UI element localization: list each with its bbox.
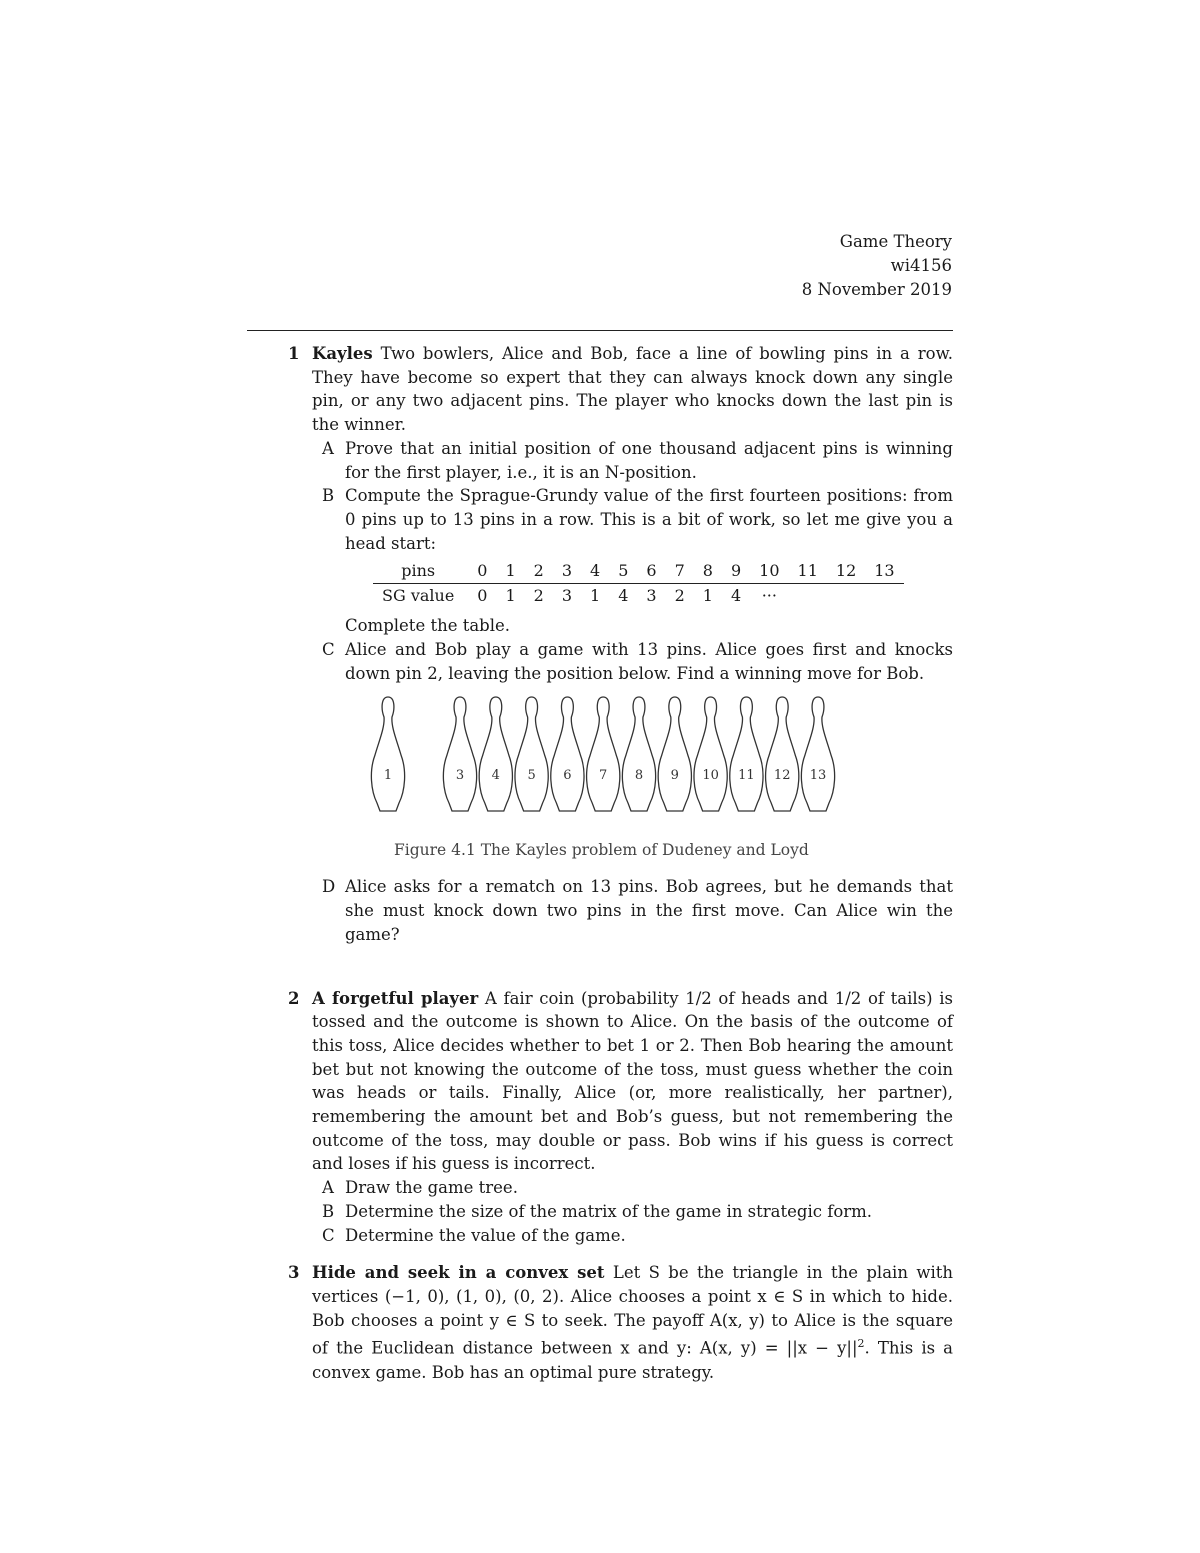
superscript: 2 <box>857 1337 865 1351</box>
sg-cell: 2 <box>533 586 544 606</box>
bowling-pin <box>479 697 512 811</box>
pins-cell: 9 <box>722 559 750 584</box>
sg-table <box>373 559 904 608</box>
sg-cell: 2 <box>674 586 685 606</box>
pin-number: 9 <box>670 768 679 784</box>
part-text: Alice asks for a rematch on 13 pins. Bob agrees, but he demands that she must knock down two pins in the first move. Can Alice win the game? <box>345 877 953 944</box>
pins-cell: 7 <box>666 559 694 584</box>
part-label: A <box>322 1178 334 1198</box>
bowling-pin <box>766 697 799 811</box>
part-label: A <box>322 438 334 458</box>
problem-number: 3 <box>288 1263 300 1283</box>
pins-cell: 3 <box>553 559 581 584</box>
kayles-figure <box>312 693 953 875</box>
bowling-pin <box>658 697 691 811</box>
sg-cell: 0 <box>477 586 488 606</box>
part-text: Compute the Sprague-Grundy value of the first fourteen positions: from 0 pins up to 13 pins in a row. This is a bit of work, so let me give you a head start: <box>345 486 953 553</box>
pin-number: 6 <box>563 768 572 784</box>
bowling-pin <box>587 697 620 811</box>
problem-title: Kayles <box>312 344 373 363</box>
bowling-pin <box>371 697 404 811</box>
course-name: Game Theory <box>839 232 952 251</box>
part-text: Alice and Bob play a game with 13 pins. Alice goes first and knocks down pin 2, leaving the position below. Find a winning move for Bob. <box>345 640 953 683</box>
sg-cell <box>827 584 865 609</box>
part-b <box>312 1200 953 1224</box>
bowling-pin <box>622 697 655 811</box>
pin-number: 11 <box>738 768 755 784</box>
part-d <box>312 875 953 946</box>
part-c <box>312 1224 953 1248</box>
pins-cell: 11 <box>789 559 827 584</box>
problem-3 <box>288 1261 953 1384</box>
pin-number: 7 <box>599 768 608 784</box>
problem-number: 2 <box>288 988 300 1008</box>
sg-cell <box>789 584 827 609</box>
bowling-pin <box>551 697 584 811</box>
pin-number: 12 <box>773 768 791 784</box>
part-text: Determine the value of the game. <box>345 1225 626 1245</box>
course-code: wi4156 <box>890 256 952 275</box>
part-text: Prove that an initial position of one thousand adjacent pins is winning for the first player, i.e., it is an N-position. <box>345 438 953 482</box>
bowling-pin <box>730 697 763 811</box>
pin-number: 8 <box>634 768 644 784</box>
part-label: D <box>322 877 336 897</box>
part-label: B <box>322 486 335 506</box>
sg-cell: 4 <box>618 586 629 606</box>
pins-cell: 2 <box>525 559 553 584</box>
sg-cell: 1 <box>702 586 713 606</box>
part-text: Draw the game tree. <box>345 1178 518 1198</box>
figure-caption: Figure 4.1 The Kayles problem of Dudeney and Loyd <box>394 841 809 860</box>
sg-cell: ··· <box>761 586 777 606</box>
part-followup: Complete the table. <box>345 616 511 636</box>
bowling-pins-illustration <box>366 693 846 833</box>
sg-cell: 3 <box>561 586 573 606</box>
bowling-pin <box>801 697 834 811</box>
problem-1 <box>288 342 953 947</box>
header-rule <box>247 330 953 331</box>
problem-2 <box>288 987 953 1248</box>
row-label-sg: SG value <box>382 586 455 606</box>
part-text: Determine the size of the matrix of the game in strategic form. <box>345 1201 873 1221</box>
problem-number: 1 <box>288 344 300 363</box>
bowling-pin <box>694 697 727 811</box>
part-a <box>312 437 953 484</box>
part-c <box>312 638 953 685</box>
pin-number: 1 <box>383 768 393 784</box>
part-label: B <box>322 1201 335 1221</box>
part-b <box>312 484 953 638</box>
pin-number: 4 <box>491 768 500 784</box>
sg-cell: 1 <box>505 586 516 606</box>
pins-cell: 4 <box>581 559 609 584</box>
pin-number: 3 <box>455 768 465 784</box>
sg-cell: 4 <box>730 586 742 606</box>
part-label: C <box>322 1225 335 1245</box>
pin-number: 5 <box>527 768 536 784</box>
sg-cell: 3 <box>646 586 657 606</box>
sg-cell: 1 <box>590 586 601 606</box>
pins-cell: 5 <box>609 559 637 584</box>
pins-cell: 12 <box>827 559 865 584</box>
document-header <box>802 230 952 302</box>
exam-date: 8 November 2019 <box>801 280 952 299</box>
pins-cell: 0 <box>468 559 496 584</box>
exam-content <box>288 342 953 1384</box>
problem-text: Two bowlers, Alice and Bob, face a line of bowling pins in a row. They have become so expert that they can always knock down any single pin, or any two adjacent pins. The player who knocks down the last pin is the winner. <box>312 344 953 435</box>
pins-cell: 10 <box>750 559 788 584</box>
problem-title: Hide and seek in a convex set <box>312 1263 605 1283</box>
problem-text: A fair coin (probability 1/2 of heads and 1/2 of tails) is tossed and the outcome is shown to Alice. On the basis of the outcome of this toss, Alice decides whether to bet 1 or 2. Then Bob hearing the amount bet but not knowing the outcome of the toss, must guess whether the coin was heads or tails. Finally, Alice (or, more realistically, her partner), remembering the amount bet and Bob’s guess, but not remembering the outcome of the toss, may double or pass. Bob wins if his guess is correct and loses if his guess is incorrect. <box>312 988 953 1174</box>
part-a <box>312 1176 953 1200</box>
pins-cell: 6 <box>637 559 665 584</box>
pin-number: 13 <box>809 768 827 784</box>
part-label: C <box>322 640 335 660</box>
bowling-pin <box>515 697 548 811</box>
problem-text: Let S be the triangle in the plain with vertices (−1, 0), (1, 0), (0, 2). Alice chooses a point x ∈ S in which to hide. Bob chooses a point y ∈ S to seek. The payoff A(x, y) to Alice is the square of the Euclidean distance between x and y: A(x, y) = ||x − y|| <box>312 1263 953 1358</box>
sg-cell <box>865 584 903 609</box>
row-label-pins: pins <box>373 559 468 584</box>
pins-cell: 1 <box>496 559 524 584</box>
pin-number: 10 <box>702 768 719 784</box>
pins-cell: 13 <box>865 559 903 584</box>
problem-text-end: . This is a convex game. Bob has an optimal pure strategy. <box>312 1338 953 1382</box>
problem-title: A forgetful player <box>312 988 479 1008</box>
pins-cell: 8 <box>694 559 722 584</box>
bowling-pin <box>443 697 476 811</box>
